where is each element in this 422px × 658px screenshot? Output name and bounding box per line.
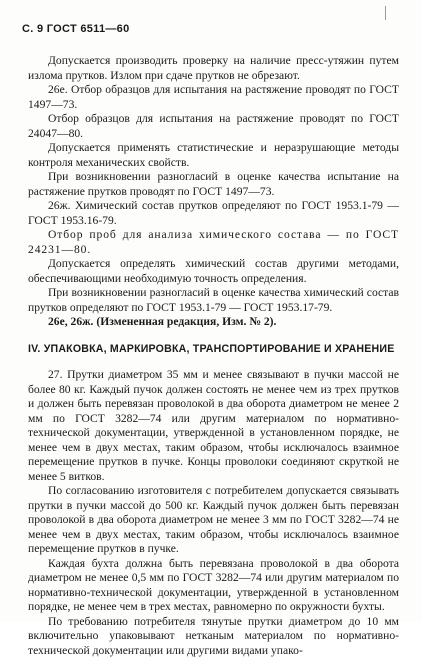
paragraph-disputes-chemical: При возникновении разногласий в оценке качества химический состав прутков определяют по ГОСТ 1953.1-79 — ГОСТ 1953.17-79. xyxy=(28,286,399,315)
paragraph-26zh-chemical: 26ж. Химический состав прутков определяют по ГОСТ 1953.1-79 — ГОСТ 1953.16-79. xyxy=(28,199,399,228)
section-heading: IV. УПАКОВКА, МАРКИРОВКА, ТРАНСПОРТИРОВАНИЕ И ХРАНЕНИЕ xyxy=(28,342,399,357)
paragraph-coils: Каждая бухта должна быть перевязана проволокой в два оборота диаметром не менее 0,5 мм по ГОСТ 3282—74 или другим материалом по нормативно-технической документации, утвержденной в установленном порядке, не менее чем в трех местах, равномерно по окружности бухты. xyxy=(28,557,399,615)
paragraph-press-check: Допускается производить проверку на наличие пресс-утяжин путем излома прутков. Излом при сдаче прутков не обрезают. xyxy=(28,54,399,83)
paragraph-sampling-chemical: Отбор проб для анализа химического состава — по ГОСТ 24231—80. xyxy=(28,228,399,257)
paragraph-sampling-tensile: Отбор образцов для испытания на растяжение проводят по ГОСТ 24047—80. xyxy=(28,112,399,141)
document-body xyxy=(28,54,399,658)
paragraph-statistical-methods: Допускается применять статистические и неразрушающие методы контроля механических свойств. xyxy=(28,141,399,170)
paragraph-other-methods: Допускается определять химический состав другими методами, обеспечивающими необходимую точность определения. xyxy=(28,257,399,286)
paragraph-26e-tensile: 26е. Отбор образцов для испытания на растяжение проводят по ГОСТ 1497—73. xyxy=(28,83,399,112)
scan-mark xyxy=(385,6,386,20)
paragraph-customer-request: По требованию потребителя тянутые прутки диаметром до 10 мм включительно упаковывают нетканым материалом по нормативно-технической документации или другими видами упако- xyxy=(28,615,399,658)
change-note: 26е, 26ж. (Измененная редакция, Изм. № 2). xyxy=(28,315,399,330)
paragraph-agreement: По согласованию изготовителя с потребителем допускается связывать прутки в пучки массой до 500 кг. Каждый пучок должен быть перевязан проволокой в два оборота диаметром не менее 3 мм по ГОСТ 3282—74 не менее чем в двух местах, таким образом, чтобы исключалось взаимное перемещение прутков в пучке. xyxy=(28,484,399,557)
paragraph-disputes-tensile: При возникновении разногласий в оценке качества испытание на растяжение прутков проводят по ГОСТ 1497—73. xyxy=(28,170,399,199)
paragraph-27-bundles: 27. Прутки диаметром 35 мм и менее связывают в пучки массой не более 80 кг. Каждый пучок должен состоять не менее чем из трех прутков и должен быть перевязан проволокой в два оборота диаметром не менее 2 мм по ГОСТ 3282—74 или другим материалом по нормативно-технической документации, утвержденной в установленном порядке, не менее чем в двух местах, таким образом, чтобы исключалось взаимное перемещение прутков в пучке. Концы проволоки соединяют скруткой не менее 5 витков. xyxy=(28,368,399,484)
page-header: С. 9 ГОСТ 6511—60 xyxy=(22,22,130,37)
